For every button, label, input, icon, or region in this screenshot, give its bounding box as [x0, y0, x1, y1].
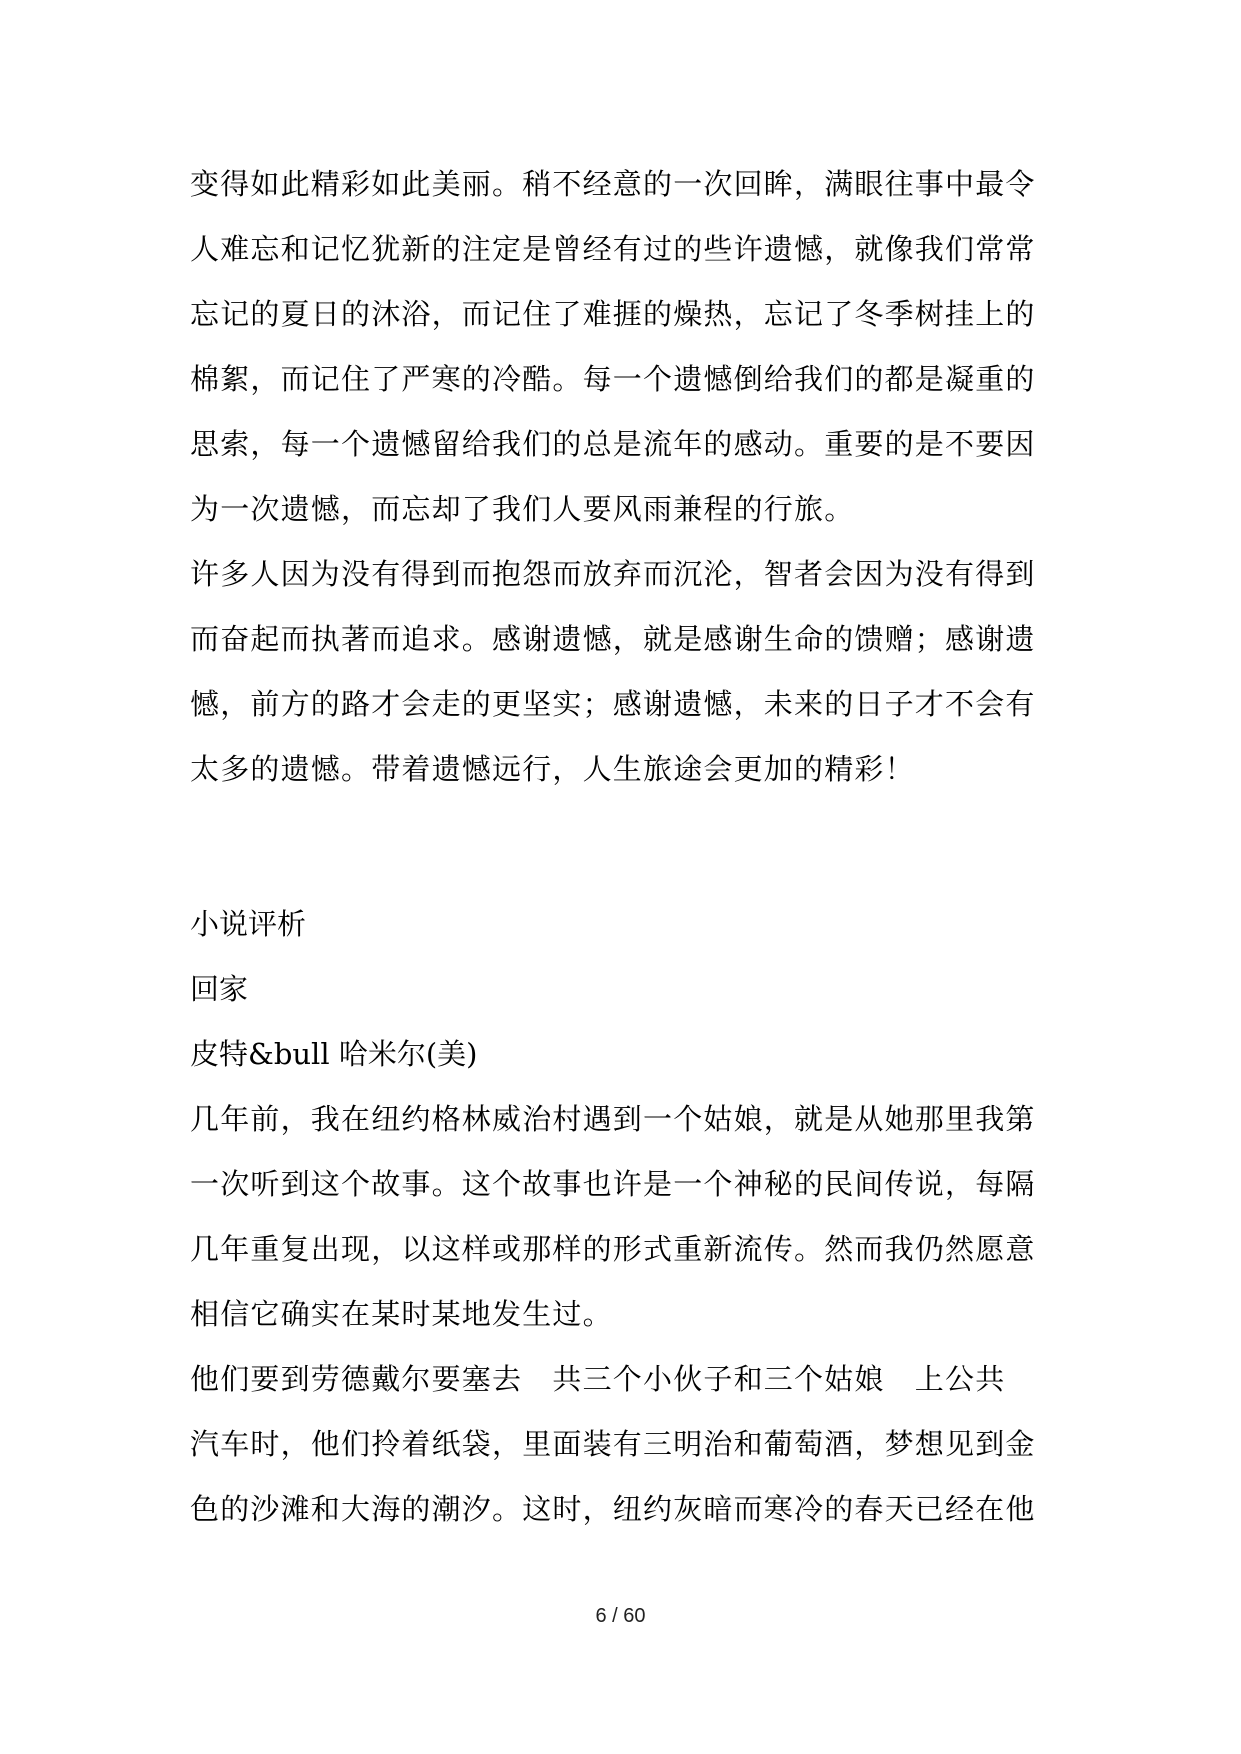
- page-number: 6 / 60: [595, 1605, 646, 1627]
- section-category: 小说评析: [190, 907, 307, 941]
- text-line: 许多人因为没有得到而抱怨而放弃而沉沦，智者会因为没有得到: [190, 557, 1036, 591]
- text-line: 人难忘和记忆犹新的注定是曾经有过的些许遗憾，就像我们常常: [190, 232, 1036, 266]
- text-line: 他们要到劳德戴尔要塞去 共三个小伙子和三个姑娘 上公共: [190, 1362, 1006, 1396]
- story-author: 皮特&bull 哈米尔(美): [190, 1037, 478, 1071]
- text-line: 太多的遗憾。带着遗憾远行，人生旅途会更加的精彩！: [190, 752, 915, 786]
- text-line: 色的沙滩和大海的潮汐。这时，纽约灰暗而寒冷的春天已经在他: [190, 1492, 1036, 1526]
- page-content: [190, 152, 1060, 1542]
- essay-paragraph-2: [190, 542, 1060, 802]
- story-title: 回家: [190, 972, 249, 1006]
- text-line: 棉絮，而记住了严寒的冷酷。每一个遗憾倒给我们的都是凝重的: [190, 362, 1036, 396]
- essay-paragraph-1: [190, 152, 1060, 542]
- text-line: 变得如此精彩如此美丽。稍不经意的一次回眸，满眼往事中最令: [190, 167, 1036, 201]
- section-header: [190, 892, 1060, 1087]
- text-line: 一次听到这个故事。这个故事也许是一个神秘的民间传说，每隔: [190, 1167, 1036, 1201]
- text-line: 忘记的夏日的沐浴，而记住了难捱的燥热，忘记了冬季树挂上的: [190, 297, 1036, 331]
- text-line: 思索，每一个遗憾留给我们的总是流年的感动。重要的是不要因: [190, 427, 1036, 461]
- story-paragraph-1: [190, 1087, 1060, 1347]
- text-line: 汽车时，他们拎着纸袋，里面装有三明治和葡萄酒，梦想见到金: [190, 1427, 1036, 1461]
- story-paragraph-2: [190, 1347, 1060, 1542]
- text-line: 为一次遗憾，而忘却了我们人要风雨兼程的行旅。: [190, 492, 855, 526]
- text-line: 几年重复出现，以这样或那样的形式重新流传。然而我仍然愿意: [190, 1232, 1036, 1266]
- text-line: 几年前，我在纽约格林威治村遇到一个姑娘，就是从她那里我第: [190, 1102, 1036, 1136]
- text-line: 而奋起而执著而追求。感谢遗憾，就是感谢生命的馈赠；感谢遗: [190, 622, 1036, 656]
- section-gap: [190, 802, 1060, 892]
- text-line: 憾，前方的路才会走的更坚实；感谢遗憾，未来的日子才不会有: [190, 687, 1036, 721]
- text-line: 相信它确实在某时某地发生过。: [190, 1297, 613, 1331]
